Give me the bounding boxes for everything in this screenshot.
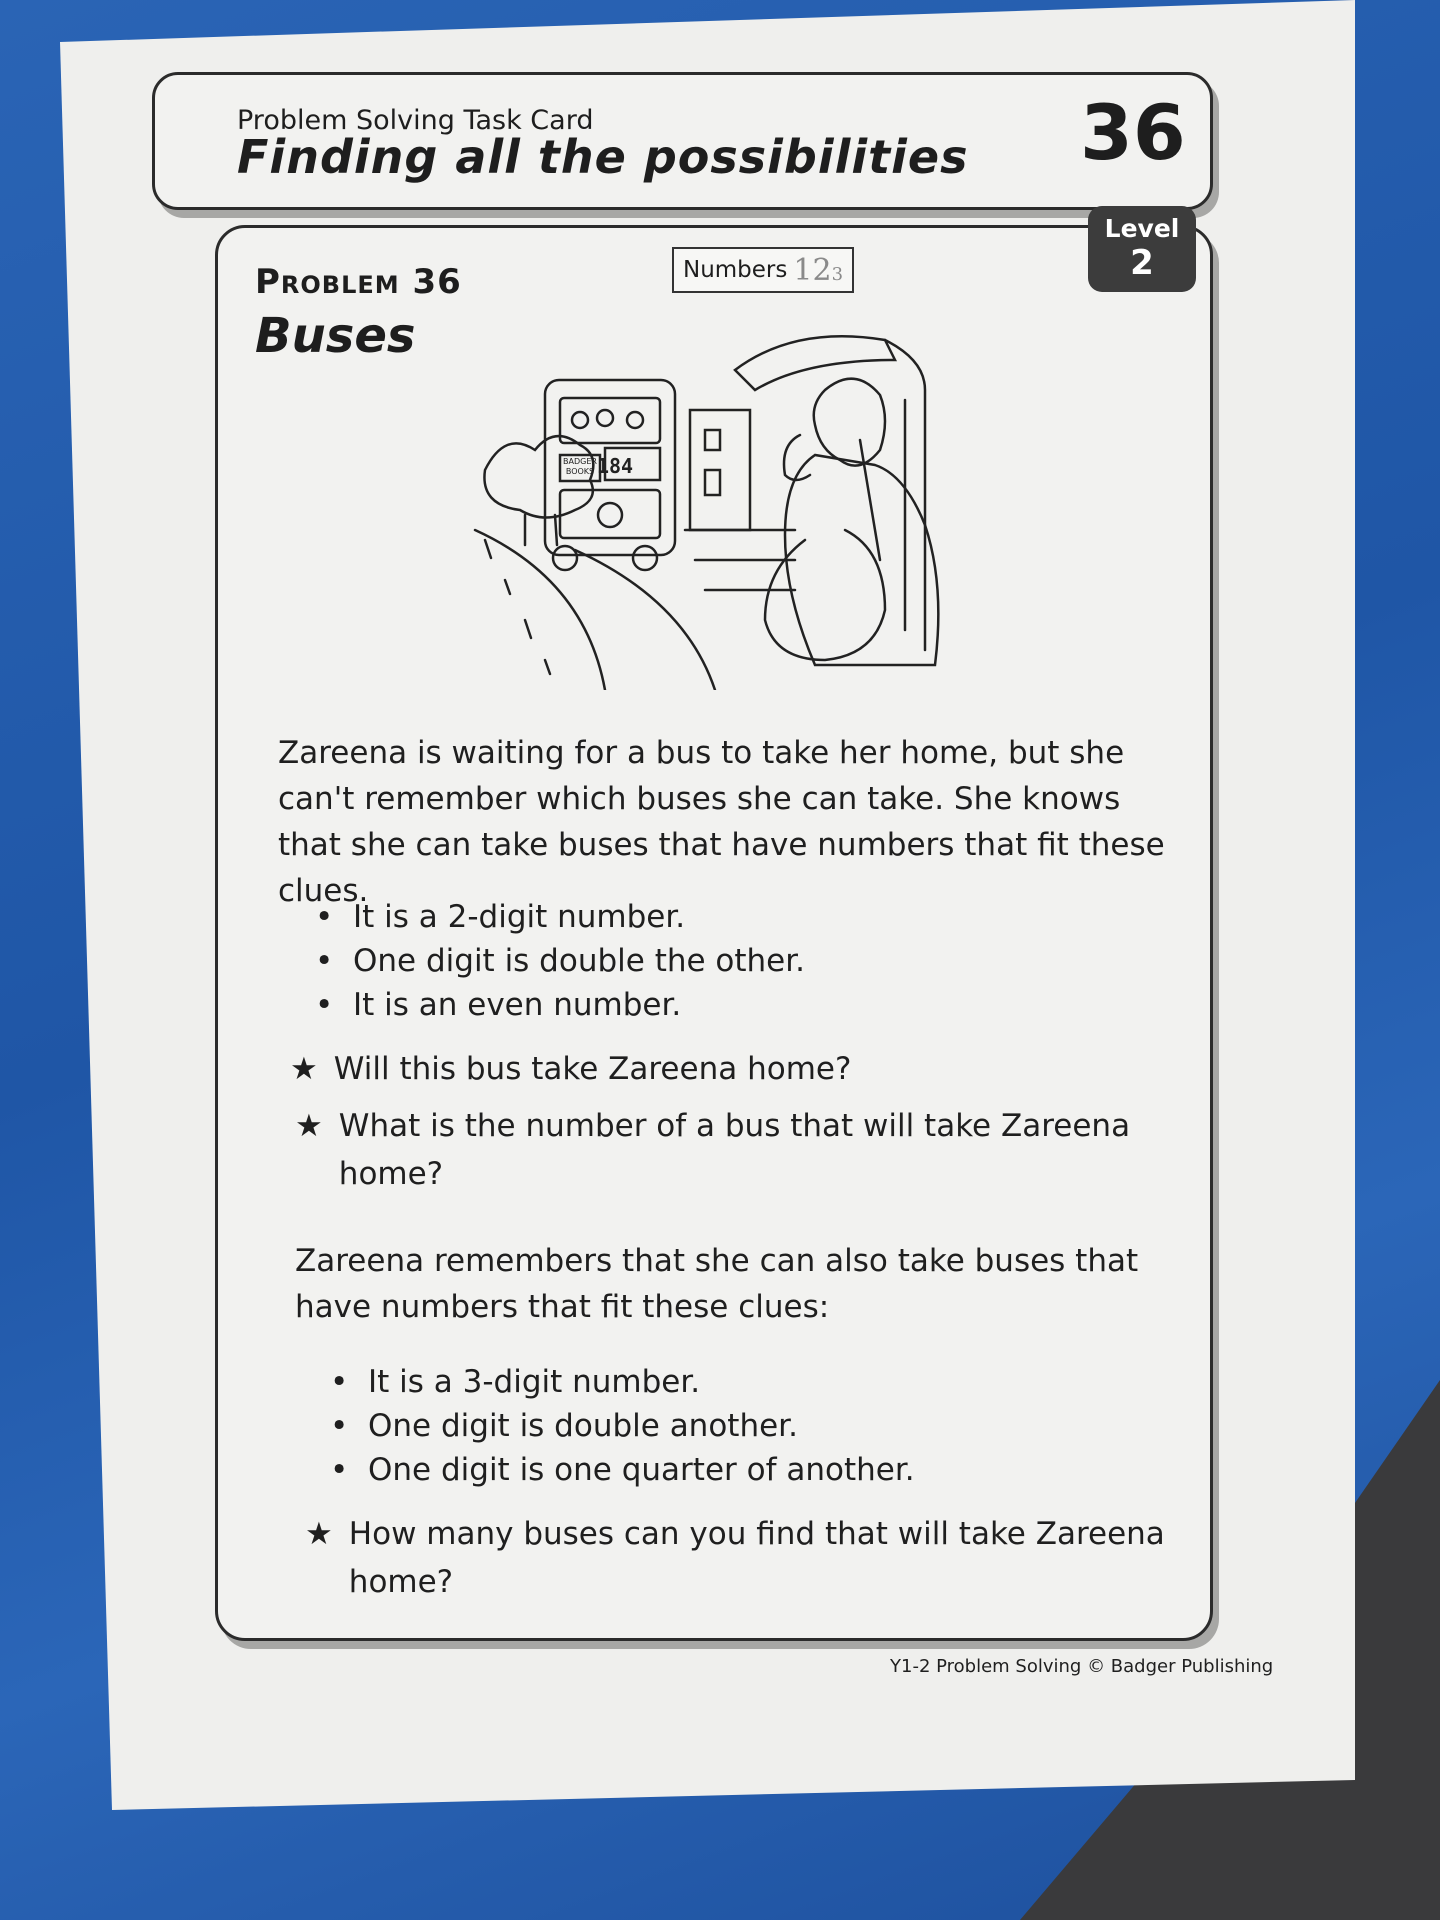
bullet-icon: • xyxy=(330,1364,349,1400)
question-2 xyxy=(295,1102,1155,1198)
list-item: • It is a 2-digit number. xyxy=(315,895,805,939)
second-intro-text: Zareena remembers that she can also take buses that have numbers that fit these clues: xyxy=(295,1243,1139,1325)
star-icon: ★ xyxy=(305,1516,333,1552)
bullet-icon: • xyxy=(330,1452,349,1488)
intro-paragraph xyxy=(278,730,1178,914)
level-badge xyxy=(1088,206,1196,292)
bus-stop-illustration xyxy=(465,330,1005,690)
level-value: 2 xyxy=(1130,243,1154,283)
header-title: Finding all the possibilities xyxy=(237,130,969,184)
list-item: • One digit is one quarter of another. xyxy=(330,1448,915,1492)
list-item: • One digit is double another. xyxy=(330,1404,915,1448)
card-number: 36 xyxy=(1080,88,1186,177)
bus-number-sign: 184 xyxy=(596,454,634,478)
star-icon: ★ xyxy=(295,1108,323,1144)
question-3 xyxy=(305,1510,1165,1606)
bullet-icon: • xyxy=(315,987,334,1023)
problem-title: Buses xyxy=(255,308,416,364)
first-clues-list xyxy=(315,895,805,1027)
list-item: • It is an even number. xyxy=(315,983,805,1027)
header-kicker: Problem Solving Task Card xyxy=(237,105,594,136)
question-text: Will this bus take Zareena home? xyxy=(333,1051,852,1087)
footer-credit: Y1-2 Problem Solving © Badger Publishing xyxy=(890,1656,1274,1677)
second-intro-paragraph xyxy=(295,1238,1195,1330)
question-text: How many buses can you find that will take Zareena home? xyxy=(348,1516,1165,1600)
star-icon: ★ xyxy=(290,1051,318,1087)
level-label: Level xyxy=(1104,214,1180,243)
strand-digits: 123 xyxy=(793,252,844,288)
question-1 xyxy=(290,1045,1170,1093)
bullet-icon: • xyxy=(330,1408,349,1444)
question-text: What is the number of a bus that will take Zareena home? xyxy=(338,1108,1131,1192)
bus-side-sign-line2: BOOKS xyxy=(565,467,595,476)
bullet-icon: • xyxy=(315,899,334,935)
problem-label: Problem 36 xyxy=(255,262,462,302)
intro-text: Zareena is waiting for a bus to take her home, but she can't remember which buses she can take. She knows that she can take buses that have numbers that fit these clues. xyxy=(278,735,1165,909)
list-item: • One digit is double the other. xyxy=(315,939,805,983)
bus-side-sign-line1: BADGER xyxy=(563,457,597,466)
list-item: • It is a 3-digit number. xyxy=(330,1360,915,1404)
bullet-icon: • xyxy=(315,943,334,979)
strand-tag xyxy=(672,247,854,293)
strand-label: Numbers xyxy=(682,257,788,283)
second-clues-list xyxy=(330,1360,915,1492)
